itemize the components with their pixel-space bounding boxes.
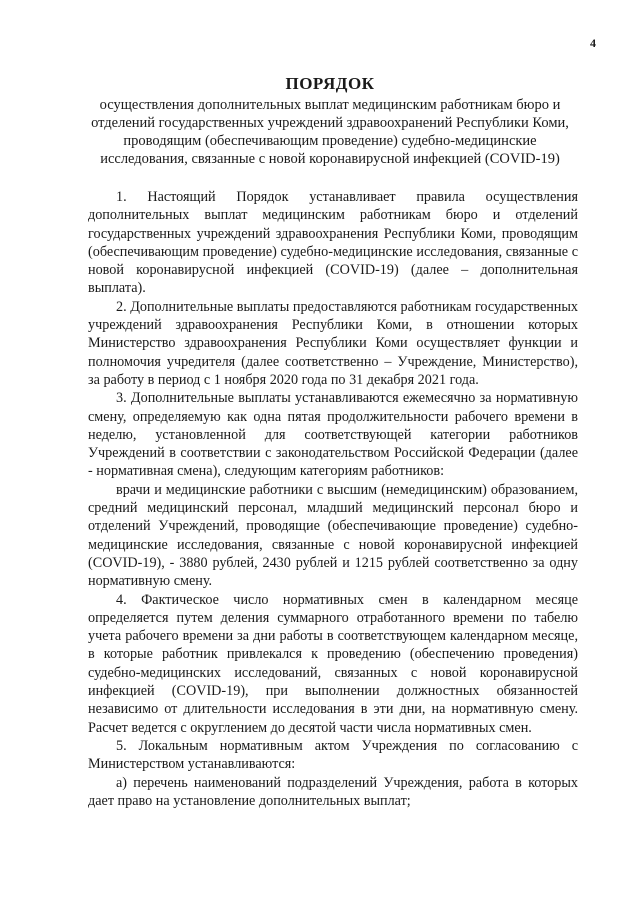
paragraph-5a: а) перечень наименований подразделений Учреждения, работа в которых дает право на установление дополнительных выплат;	[88, 774, 578, 809]
paragraph-2: 2. Дополнительные выплаты предоставляются работникам государственных учреждений здравоохранения Республики Коми, в отношении которых Министерство здравоохранения Республики Коми осуществляет функции и полномочия учредителя (далее соответственно – Учреждение, Министерство), за работу в период с 1 ноября 2020 года по 31 декабря 2021 года.	[88, 298, 579, 388]
paragraph-3-categories: врачи и медицинские работники с высшим (немедицинским) образованием, средний медицинский персонал, младший медицинский персонал бюро и отделений Учреждений, проводящие (обеспечивающие проведение) судебно-медицинские исследования, связанные с новой коронавирусной инфекцией (COVID-19), - 3880 рублей, 2430 рублей и 1215 рублей соответственно за одну нормативную смену.	[88, 481, 578, 590]
paragraph-3: 3. Дополнительные выплаты устанавливаются ежемесячно за нормативную смену, определяемую как одна пятая продолжительности рабочего времени в неделю, установленной для соответствующей категории работников Учреждений в соответствии с законодательством Российской Федерации (далее - нормативная смена), следующим категориям работников:	[88, 390, 578, 480]
document-title: ПОРЯДОК	[285, 74, 375, 93]
paragraph-4: 4. Фактическое число нормативных смен в календарном месяце определяется путем деления суммарного отработанного времени по табелю учета рабочего времени за дни работы в соответствующем календарном месяце, в которые работник привлекался к проведению (обеспечению проведения) судебно-медицинских исследований, связанных с новой коронавирусной инфекцией (COVID-19), при выполнении должностных обязанностей независимо от длительности исследования в эти дни, на нормативную смену. Расчет ведется с округлением до десятой части числа нормативных смен.	[88, 591, 578, 736]
page-number: 4	[590, 36, 596, 50]
document-subtitle: осуществления дополнительных выплат медицинским работникам бюро и отделений государственных учреждений здравоохранений Республики Коми, проводящим (обеспечивающим проведение) судебно-медицинские исследования, связанные с новой коронавирусной инфекцией (COVID-19)	[91, 97, 569, 167]
paragraph-5: 5. Локальным нормативным актом Учреждения по согласованию с Министерством устанавливаются:	[88, 737, 578, 773]
document-body	[88, 188, 578, 810]
title-block	[80, 74, 580, 168]
paragraph-1: 1. Настоящий Порядок устанавливает правила осуществления дополнительных выплат медицинским работникам бюро и отделений государственных учреждений здравоохранения Республики Коми, проводящим (обеспечивающим проведение) судебно-медицинские исследования, связанные с новой коронавирусной инфекцией (COVID-19) (далее – дополнительная выплата).	[88, 189, 578, 297]
